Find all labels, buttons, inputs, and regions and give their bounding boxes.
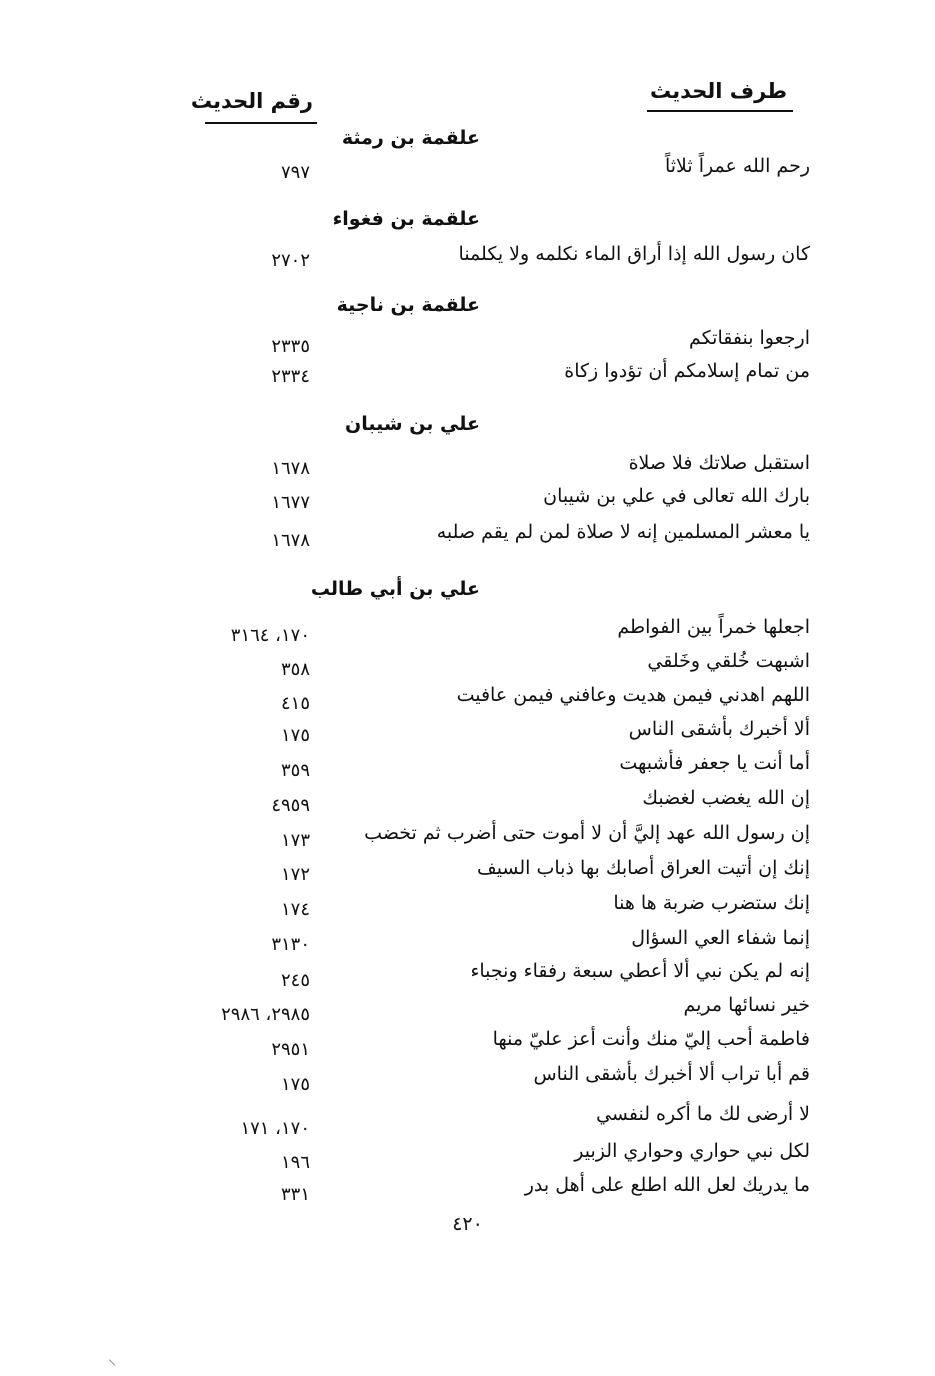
hadith-entry: لكل نبي حواري وحواري الزبير [574, 1140, 810, 1162]
hadith-entry: بارك الله تعالى في علي بن شيبان [543, 485, 810, 507]
hadith-number: ٢٣٣٤ [271, 366, 310, 387]
hadith-number: ١٧٤ [280, 899, 310, 920]
hadith-entry: إنك إن أتيت العراق أصابك بها ذباب السيف [477, 857, 810, 879]
hadith-entry: اشبهت خُلقي وخَلقي [647, 650, 810, 672]
hadith-entry: من تمام إسلامكم أن تؤدوا زكاة [564, 360, 810, 382]
narrator-heading: علقمة بن فغواء [332, 208, 480, 230]
hadith-number: ١٧٣ [280, 830, 310, 851]
narrator-heading: علي بن شيبان [345, 413, 480, 435]
hadith-number: ١٩٦ [280, 1152, 310, 1173]
hadith-number: ١٦٧٨ [271, 530, 310, 551]
hadith-entry: استقبل صلاتك فلا صلاة [628, 452, 810, 474]
hadith-number: ٢٩٨٥، ٢٩٨٦ [221, 1004, 310, 1025]
hadith-entry: خير نسائها مريم [683, 994, 810, 1016]
hadith-number: ١٧٥ [280, 1074, 310, 1095]
hadith-number: ٤٩٥٩ [271, 795, 310, 816]
hadith-number: ٣٥٨ [280, 659, 310, 680]
hadith-number: ١٦٧٨ [271, 458, 310, 479]
hadith-number: ١٦٧٧ [271, 492, 310, 513]
hadith-column-header: طرف الحديث [649, 79, 787, 103]
hadith-number: ٣١٣٠ [271, 934, 310, 955]
hadith-number: ٤١٥ [280, 693, 310, 714]
hadith-number: ١٧٢ [280, 864, 310, 885]
hadith-entry: فاطمة أحب إليّ منك وأنت أعز عليّ منها [492, 1028, 810, 1050]
hadith-number: ٣٣١ [280, 1184, 310, 1205]
hadith-entry: إن رسول الله عهد إليَّ أن لا أموت حتى أضرب ثم تخضب [364, 822, 810, 844]
narrator-heading: علي بن أبي طالب [310, 578, 480, 600]
number-column-header: رقم الحديث [190, 89, 313, 113]
hadith-entry: كان رسول الله إذا أراق الماء نكلمه ولا يكلمنا [458, 243, 810, 265]
scan-mark [109, 1359, 115, 1365]
narrator-heading: علقمة بن رمثة [341, 127, 480, 149]
hadith-entry: قم أبا تراب ألا أخبرك بأشقى الناس [533, 1063, 810, 1085]
hadith-number: ١٧٠، ٣١٦٤ [230, 625, 310, 646]
hadith-number: ٢٧٠٢ [271, 250, 310, 271]
hadith-number: ٢٣٣٥ [271, 336, 310, 357]
hadith-column-underline [647, 110, 793, 112]
hadith-entry: أما أنت يا جعفر فأشبهت [619, 752, 810, 774]
hadith-entry: إنك ستضرب ضربة ها هنا [613, 892, 810, 914]
hadith-entry: اللهم اهدني فيمن هديت وعافني فيمن عافيت [456, 684, 810, 706]
hadith-number: ١٧٠، ١٧١ [240, 1118, 310, 1139]
hadith-entry: اجعلها خمراً بين الفواطم [617, 616, 810, 638]
hadith-entry: لا أرضى لك ما أكره لنفسي [596, 1103, 810, 1125]
hadith-entry: إنه لم يكن نبي ألا أعطي سبعة رفقاء ونجباء [470, 960, 810, 982]
hadith-number: ٧٩٧ [280, 162, 310, 183]
hadith-entry: رحم الله عمراً ثلاثاً [664, 155, 810, 177]
hadith-entry: ارجعوا بنفقاتكم [689, 327, 810, 349]
narrator-heading: علقمة بن ناجية [336, 294, 480, 316]
number-column-underline [205, 122, 317, 124]
hadith-number: ٢٩٥١ [271, 1039, 310, 1060]
hadith-number: ٢٤٥ [280, 970, 310, 991]
hadith-number: ١٧٥ [280, 725, 310, 746]
hadith-entry: يا معشر المسلمين إنه لا صلاة لمن لم يقم صلبه [436, 521, 810, 543]
hadith-entry: ما يدريك لعل الله اطلع على أهل بدر [524, 1174, 810, 1196]
hadith-number: ٣٥٩ [280, 760, 310, 781]
hadith-entry: إنما شفاء العي السؤال [631, 927, 810, 949]
hadith-entry: ألا أخبرك بأشقى الناس [628, 718, 810, 740]
page-number: ٤٢٠ [452, 1213, 483, 1235]
hadith-entry: إن الله يغضب لغضبك [642, 787, 810, 809]
